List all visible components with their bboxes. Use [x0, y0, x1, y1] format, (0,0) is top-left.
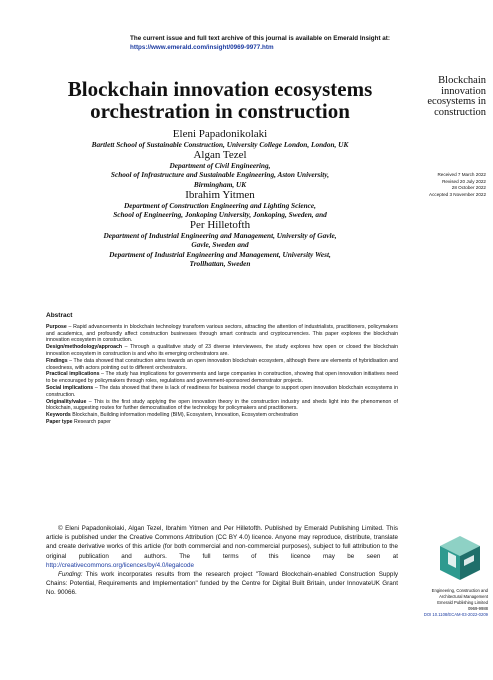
author-affiliation: Bartlett School of Sustainable Construction, University College London, London, UK	[91, 140, 349, 149]
notice-text: The current issue and full text archive of this journal is available on Emerald Insight at:	[130, 35, 390, 42]
publisher: Emerald Publishing Limited	[437, 600, 488, 605]
section-label: Originality/value	[46, 398, 87, 405]
abstract-findings: Findings – The data showed that construction aims towards an open innovation blockchain ecosystem, although there are elements of hybridisation and closedness, with actors pointing out to different orchestrators.	[46, 357, 398, 371]
author-affiliation: Department of Industrial Engineering and Management, University West,	[109, 249, 331, 259]
keywords-text: Blockchain, Building information modelling (BIM), Ecosystem, Innovation, Ecosystem orchestration	[72, 412, 299, 419]
running-title-line: construction	[434, 106, 486, 118]
keywords-label: Keywords	[46, 412, 71, 419]
date-received: Received 7 March 2022	[437, 172, 486, 177]
author-affiliation: Trollhattan, Sweden	[189, 258, 251, 268]
journal-notice	[130, 34, 430, 52]
author-affiliation: Birmingham, UK	[193, 179, 247, 189]
author-affiliation: Department of Industrial Engineering and Management, University of Gavle,	[103, 231, 337, 241]
section-label: Practical implications	[46, 371, 100, 378]
license-body: © Eleni Papadonikolaki, Algan Tezel, Ibrahim Yitmen and Per Hilletofth. Published by Emerald Publishing Limited. This article is published under the Creative Commons Attribution (CC BY 4.0) licence. Anyone may reproduce, distribute, translate and create derivative works of this article (for both commercial and non-commercial purposes), subject to full attribution to the original publication and authors. The full terms of this licence may be seen at	[46, 525, 398, 560]
section-text: Rapid advancements in blockchain technology transform various sectors, attracting the attention of industrialists, practitioners, policymakers and academics, and profoundly affect construction businesses through smart contracts and cryptocurrencies. This paper explores the blockchain innovation ecosystem in construction.	[46, 323, 398, 344]
author-list	[44, 128, 396, 268]
paper-type-label: Paper type	[46, 418, 73, 425]
date-revised: Revised 20 July 2022	[442, 178, 486, 184]
section-label: Findings	[46, 357, 68, 364]
journal-name: Architectural Management	[439, 594, 488, 599]
submission-dates	[402, 172, 486, 198]
abstract-purpose: Purpose – Rapid advancements in blockchain technology transform various sectors, attracting the attention of industrialists, practitioners, policymakers and academics, and profoundly affect construction businesses through smart contracts and cryptocurrencies. This paper explores the blockchain innovation ecosystem in construction.	[46, 323, 398, 344]
paper-title	[44, 78, 396, 122]
funding-label: Funding:	[58, 571, 83, 579]
author-name: Per Hilletofth	[189, 219, 251, 232]
funding-body: This work incorporates results from the research project "Toward Blockchain-enabled Construction Supply Chains: Potential, Requirements and Implementation" funded by the Centre for Digital Built Britain, under InnovateUK Grant No. 90066.	[46, 571, 398, 597]
license-link[interactable]: http://creativecommons.org/licences/by/4.0/legalcode	[46, 561, 195, 569]
abstract-practical: Practical implications – The study has implications for governments and large companies in construction, showing that open innovation initiatives need to be encouraged by policymakers through roles, regulations and government-sponsored demonstrator projects.	[46, 371, 398, 385]
author-affiliation: School of Engineering, Jonkoping University, Jonkoping, Sweden, and	[113, 210, 327, 220]
abstract-design: Design/methodology/approach – Through a qualitative study of 23 diverse interviewees, the study explores how open or closed the blockchain innovation ecosystem in construction is and who its emerging orchestrators are.	[46, 344, 398, 357]
issn: 0969-9988	[467, 606, 488, 611]
author-name: Eleni Papadonikolaki	[172, 128, 268, 140]
journal-logo-icon	[434, 534, 486, 582]
abstract	[46, 313, 398, 426]
license-text	[46, 524, 398, 570]
section-text: The data showed that construction aims towards an open innovation blockchain ecosystem, although there are elements of hybridisation and closedness, with actors pointing out to different orchestrators.	[46, 357, 398, 371]
author-affiliation: Department of Construction Engineering and Lighting Science,	[124, 200, 316, 210]
journal-name: Engineering, Construction and	[431, 588, 488, 593]
notice-url[interactable]: https://www.emerald.com/insight/0969-9977.htm	[130, 44, 274, 51]
running-title-line: ecosystems in	[427, 96, 486, 107]
running-title-line: Blockchain	[438, 75, 486, 86]
section-label: Design/methodology/approach	[46, 344, 123, 351]
license-block	[46, 524, 398, 598]
title-line-2: orchestration in construction	[90, 99, 350, 123]
title-line-1: Blockchain innovation ecosystems	[67, 77, 373, 101]
paper-type-text: Research paper	[73, 418, 111, 425]
author-name: Ibrahim Yitmen	[185, 188, 255, 201]
author-affiliation: Department of Civil Engineering,	[169, 161, 271, 171]
section-text: This is the first study applying the open innovation theory in the construction industry and sheds light into the phenomenon of blockchain, suggesting routes for further democratisation of the technology for policymakers and practitioners.	[46, 398, 398, 412]
section-label: Purpose	[46, 323, 67, 330]
section-text: The data showed that there is lack of readiness for business model change to support open innovation blockchain ecosystems in construction.	[46, 384, 398, 398]
running-title-line: innovation	[441, 85, 486, 97]
author-affiliation: Gavle, Sweden and	[191, 240, 249, 250]
keywords	[46, 412, 398, 419]
doi-link[interactable]: DOI 10.1108/ECAM-03-2022-0209	[423, 612, 488, 617]
date-accepted: Accepted 3 November 2022	[429, 191, 486, 197]
section-text: The study has implications for governments and large companies in construction, showing that open innovation initiatives need to be encouraged by policymakers through roles, regulations and government-sponsored demonstrator projects.	[46, 371, 398, 385]
section-text: Through a qualitative study of 23 diverse interviewees, the study explores how open or closed the blockchain innovation ecosystem in construction is and who its emerging orchestrators are.	[46, 344, 398, 357]
abstract-originality: Originality/value – This is the first study applying the open innovation theory in the construction industry and sheds light into the phenomenon of blockchain, suggesting routes for further democratisation of the technology for policymakers and practitioners.	[46, 398, 398, 412]
funding-text	[46, 570, 398, 598]
author-affiliation: School of Infrastructure and Sustainable Engineering, Aston University,	[110, 170, 330, 180]
date-revised-2: 28 October 2022	[451, 185, 486, 191]
abstract-social: Social implications – The data showed that there is lack of readiness for business model change to support open innovation blockchain ecosystems in construction.	[46, 384, 398, 398]
running-title	[402, 76, 486, 118]
author-name: Algan Tezel	[193, 149, 247, 162]
section-label: Social implications	[46, 384, 94, 391]
abstract-heading: Abstract	[46, 312, 73, 319]
paper-type	[46, 419, 398, 426]
journal-info	[400, 588, 488, 618]
